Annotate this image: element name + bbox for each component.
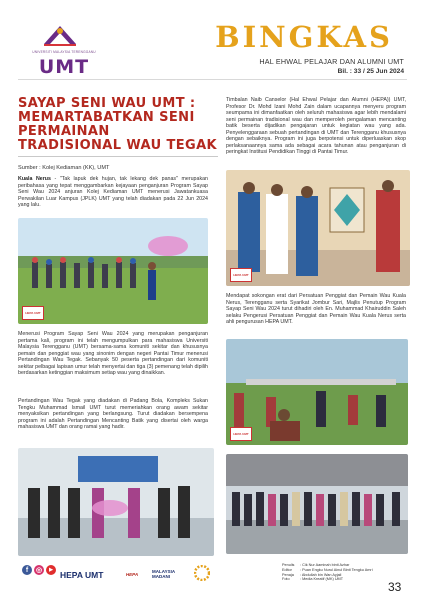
photo-badge: HEPA UMT bbox=[22, 306, 44, 320]
youtube-icon[interactable]: ▶ bbox=[46, 565, 56, 575]
masthead-subtitle: HAL EHWAL PELAJAR DAN ALUMNI UMT bbox=[259, 57, 404, 66]
lead-paragraph bbox=[18, 176, 208, 209]
sdg-wheel-icon bbox=[194, 565, 210, 581]
column2-paragraph-2: Mendapat sokongan erat dari Persatuan Penggiat dan Pemain Wau Kuala Nerus, Terengganu serta Syarikat Jombur Sari, Majlis Penutup Program Sayap Seni Wau 2024 turut dihadiri oleh En. Muhammad Khairuddin Saleh selaku Pengerusi Persatuan Penggiat dan Pemain Wau Kuala Nerus serta ahli pengurusan HEPA UMT. bbox=[226, 293, 406, 325]
column2-paragraph-1: Timbalan Naib Canselor (Hal Ehwal Pelajar dan Alumni (HEPA)) UMT, Profesor Dr. Mohd Izani Mohd Zain dalam ucapannya menyeru program seumpama ini dimanfaatkan oleh seluruh mahasiswa agar lebih mendalami seni permainan tradisional wau dan memperoleh pengalaman mencanting batik beserta dijadikan pengajaran untuk kegiatan wau yang ada. Penyelenggaraan sebuah pertandingan di UMT dan Terengganu khususnya dengan sebaiknya. Program ini juga berpotensi untuk diperluaskan skop perlaksanaannya sama ada sebagai acara tahunan atau penganjuran di peringkat Institusi Pendidikan Tinggi di Pantai Timur. bbox=[226, 97, 406, 155]
malaysia-madani-logo: MALAYSIA MADANI bbox=[152, 569, 175, 579]
photo-spectators bbox=[226, 339, 408, 445]
umt-logo-icon bbox=[40, 22, 80, 48]
header-divider bbox=[18, 79, 407, 80]
photo-officials bbox=[226, 170, 410, 286]
umt-logo-text: UMT bbox=[38, 56, 90, 78]
photo-kite-flying bbox=[18, 218, 208, 324]
page-number: 33 bbox=[388, 580, 402, 594]
hepa-umt-label: HEPA UMT bbox=[60, 570, 104, 580]
lead-text: - "Tak lapuk dek hujan, tak lekang dek panas" merupakan peribahasa yang tepat menggambarkan kejayaan penganjuran Program Sayap Seni Wau 2024 anjuran Kolej Kediaman UMT menerusi Jawatankuasa Perwakilan Luar Kampus (JPLK) UMT yang telah diadakan pada 22 Jun 2024 yang lalu. bbox=[18, 176, 208, 208]
photo-group bbox=[226, 454, 408, 554]
issue-number: Bil. : 33 / 25 Jun 2024 bbox=[337, 68, 404, 75]
column1-paragraph-3: Pertandingan Wau Tegak yang diadakan di Padang Bola, Kompleks Sukan Tengku Muhammad Ismail UMT turut memeriahkan orang awam sekitar menyaksikan pertandingan yang berlangsung. Turut diadakan bersempena program ini adalah Pertandingan Mencanting Batik yang disertai oleh warga mahasiswa UMT dan orang ramai yang hadir. bbox=[18, 398, 208, 430]
credit-editor: Editor : Puan Engku Nurul Ainul Binti Tengku Amri bbox=[282, 567, 373, 572]
credit-sponsor: Penaja : Abdullah bin Wan Ayjail bbox=[282, 572, 342, 577]
article-headline: SAYAP SENI WAU UMT : MEMARTABATKAN SENI PERMAINAN TRADISIONAL WAU TEGAK bbox=[18, 96, 218, 153]
headline-divider bbox=[18, 156, 218, 157]
university-name: UNIVERSITI MALAYSIA TERENGGANU bbox=[32, 50, 96, 54]
lead-location: Kuala Nerus bbox=[18, 176, 51, 182]
facebook-icon[interactable]: f bbox=[22, 565, 32, 575]
hepa-logo: HEPA bbox=[125, 571, 139, 577]
photo-badge: HEPA UMT bbox=[230, 268, 252, 282]
photo-badge: HEPA UMT bbox=[230, 427, 252, 441]
instagram-icon[interactable]: ◎ bbox=[35, 567, 43, 574]
photo-prize-giving bbox=[18, 448, 214, 556]
credit-writer: Penulis : Cik Nur Aaminah binti Azhar bbox=[282, 563, 350, 567]
article-source: Sumber : Kolej Kediaman (KK), UMT bbox=[18, 165, 110, 171]
masthead-title: BINGKAS bbox=[215, 20, 393, 54]
column1-paragraph-2: Menerusi Program Sayap Seni Wau 2024 yang merupakan penganjuran pertama kali, program ini telah mengumpulkan para mahasiswa Universiti Malaysia Terengganu (UMT) bersama-sama komuniti sekitar dan khususnya pemain dan penggiat wau yang sinonim dengan negeri Pantai Timur menerusi Pertandingan Wau Tegak. Sebanyak 50 peserta pertandingan dari komuniti sekitar pelbagai lapisan umur telah menyertai dan tiga (3) pemenang telah dipilih berdasarkan ketinggian maksimum setiap wau yang dinaikkan. bbox=[18, 331, 208, 376]
credits-block bbox=[282, 563, 373, 582]
credit-photo: Foto : Media Kreatif (MK) UMT bbox=[282, 577, 344, 582]
